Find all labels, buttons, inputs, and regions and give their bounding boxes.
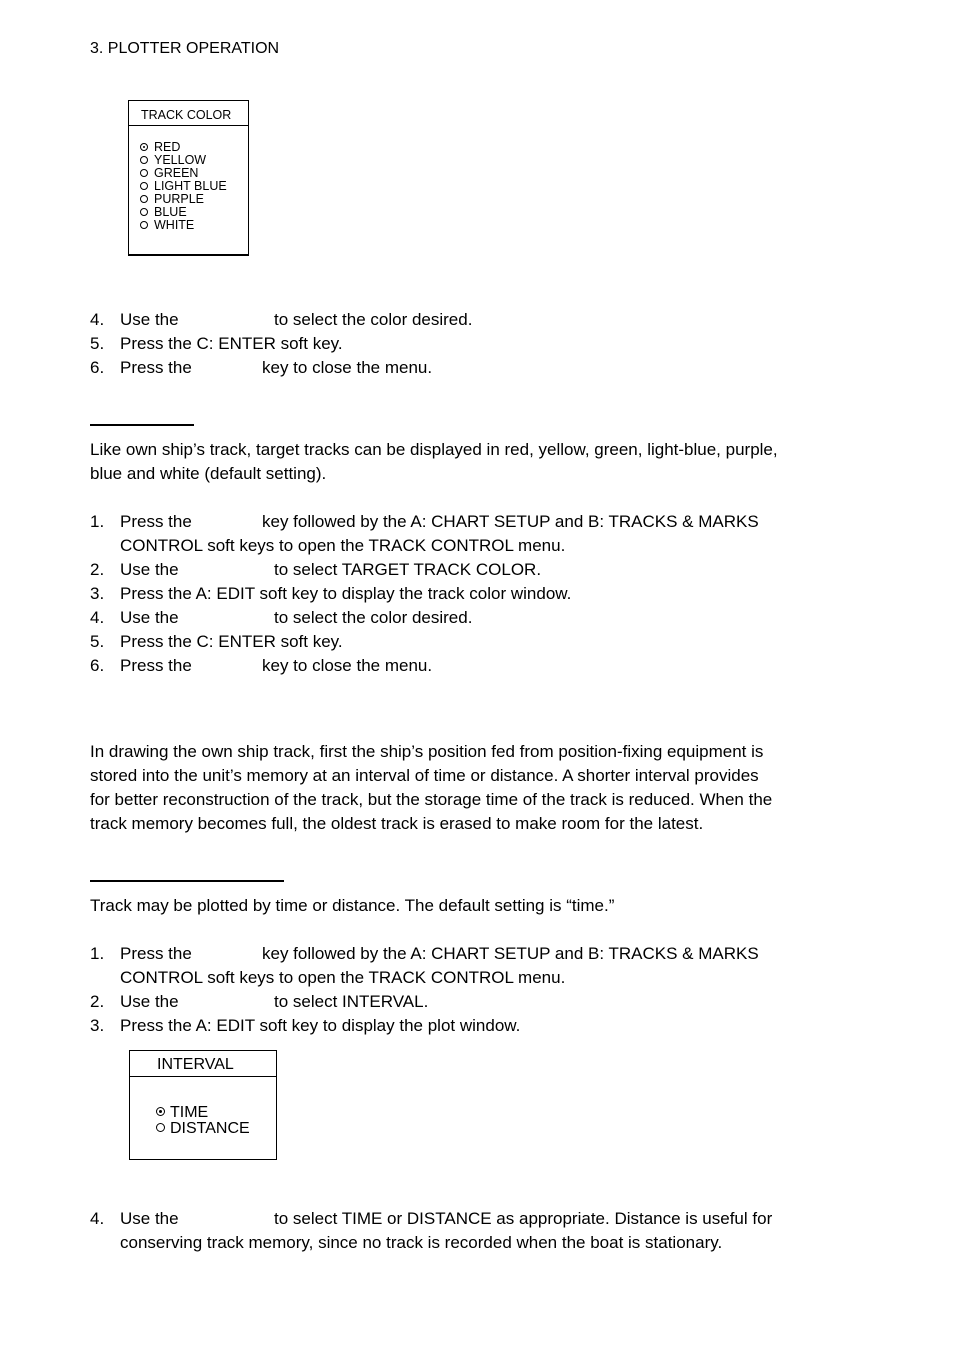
section-heading-rule (90, 880, 284, 882)
option-red[interactable]: RED (140, 141, 180, 154)
option-distance[interactable]: DISTANCE (156, 1121, 250, 1137)
radio-icon (140, 208, 148, 216)
radio-selected-icon (140, 143, 148, 151)
radio-icon (156, 1123, 165, 1132)
track-color-dialog (128, 100, 249, 256)
option-purple[interactable]: PURPLE (140, 193, 204, 206)
radio-selected-icon (156, 1107, 165, 1116)
option-green[interactable]: GREEN (140, 167, 198, 180)
option-yellow[interactable]: YELLOW (140, 154, 206, 167)
radio-icon (140, 182, 148, 190)
radio-icon (140, 169, 148, 177)
track-memory-paragraph: In drawing the own ship track, first the ship’s position fed from position-fixing equipment is stored into the unit’s memory at an interval of time or distance. A shorter interval provides for better reconstruction of the track, but the storage time of the track is reduced. When the track memory becomes full, the oldest track is erased to make room for the latest. (90, 742, 773, 833)
radio-icon (140, 221, 148, 229)
dialog-title: TRACK COLOR (129, 101, 248, 126)
dialog-title: INTERVAL (130, 1051, 276, 1077)
page-header: 3. PLOTTER OPERATION (90, 40, 280, 57)
radio-icon (140, 156, 148, 164)
interval-dialog (129, 1050, 277, 1160)
section-heading-rule (90, 424, 194, 426)
option-light-blue[interactable]: LIGHT BLUE (140, 180, 227, 193)
radio-icon (140, 195, 148, 203)
option-time[interactable]: TIME (156, 1105, 208, 1121)
option-white[interactable]: WHITE (140, 219, 194, 232)
option-blue[interactable]: BLUE (140, 206, 187, 219)
target-track-intro: Like own ship’s track, target tracks can be displayed in red, yellow, green, light-blue, purple, blue and white (default setting). (90, 440, 778, 483)
plot-interval-intro: Track may be plotted by time or distance. The default setting is “time.” (90, 896, 615, 915)
